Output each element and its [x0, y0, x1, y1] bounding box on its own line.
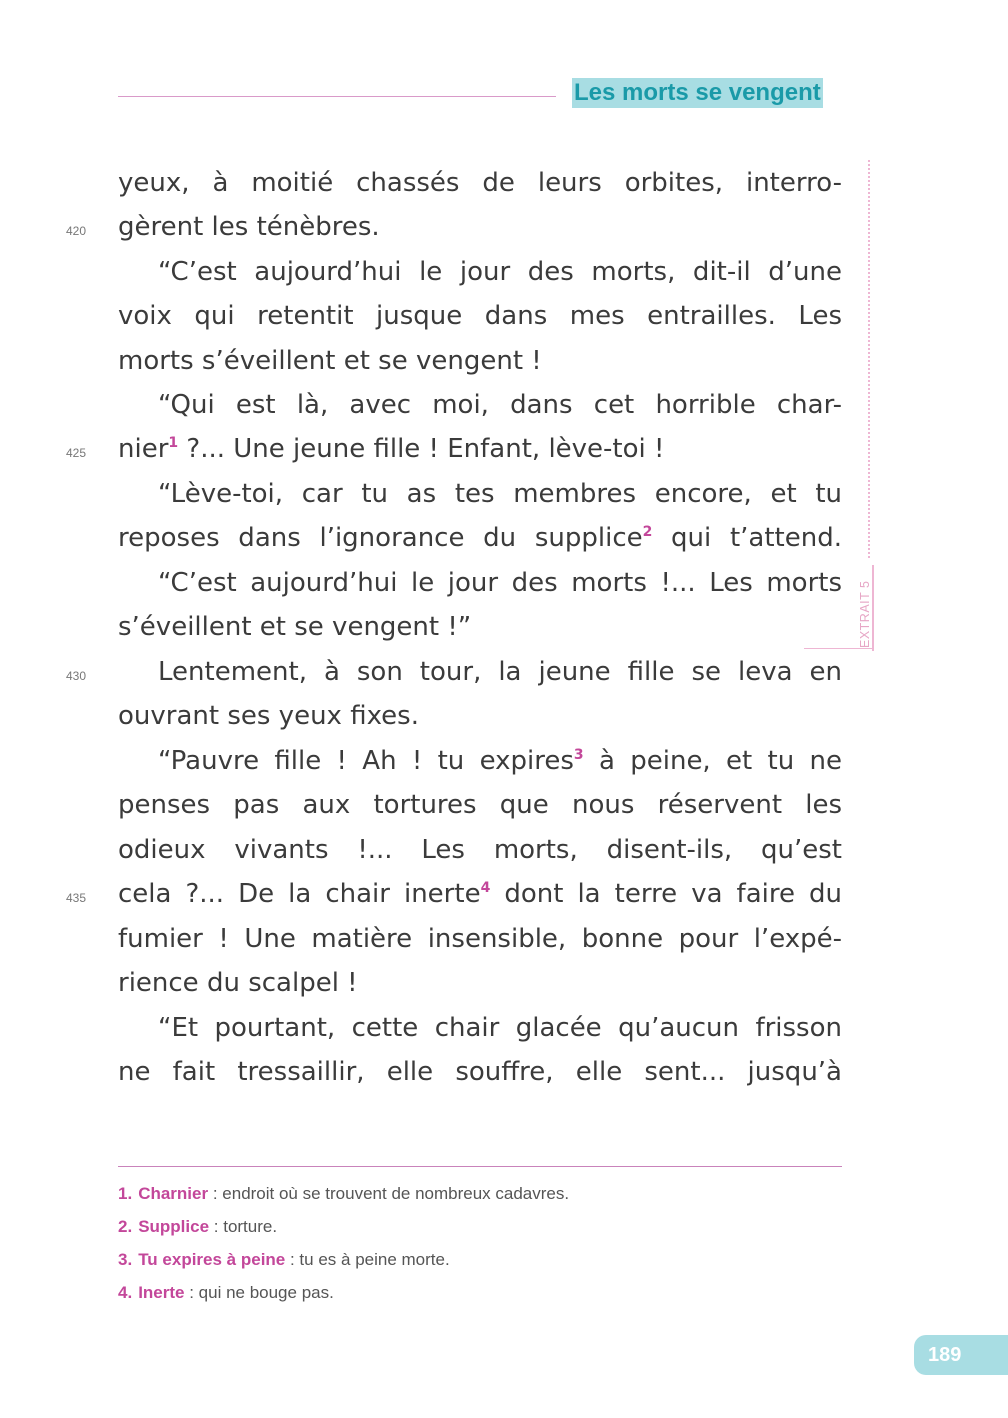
text-line: odieux vivants !... Les morts, disent-ils, qu’est: [118, 835, 842, 865]
text-line: “C’est aujourd’hui le jour des morts !... Les morts: [158, 568, 842, 598]
text-line: Lentement, à son tour, la jeune fille se leva en: [158, 657, 842, 687]
text-line: [118, 516, 842, 560]
footnote-definition: : tu es à peine morte.: [285, 1250, 450, 1269]
footnote-definition: : qui ne bouge pas.: [184, 1283, 334, 1302]
text-line: “C’est aujourd’hui le jour des morts, dit-il d’une: [158, 257, 842, 287]
footnote-number: 3.: [118, 1250, 133, 1269]
footnote-term: Charnier: [138, 1184, 209, 1203]
text-fragment: cela ?... De la chair inerte: [118, 879, 481, 909]
text-line: “Et pourtant, cette chair glacée qu’aucun frisson: [158, 1013, 842, 1043]
footnote-number: 2.: [118, 1217, 133, 1236]
text-line: fumier ! Une matière insensible, bonne pour l’expé-: [118, 924, 842, 954]
chapter-title: Les morts se vengent: [574, 79, 821, 106]
text-line: s’éveillent et se vengent !”: [118, 612, 472, 642]
text-line: gèrent les ténèbres.: [118, 212, 380, 242]
footnote-term: Inerte: [138, 1283, 185, 1302]
text-fragment: à peine, et tu ne: [583, 746, 842, 776]
text-fragment: “Pauvre fille ! Ah ! tu expires: [158, 746, 574, 776]
footnote-mark-4: 4: [480, 880, 491, 896]
extract-label: EXTRAIT 5: [858, 580, 872, 648]
text-line: [118, 872, 842, 916]
text-line: “Lève-toi, car tu as tes membres encore, et tu: [158, 479, 842, 509]
footnote: [118, 1248, 842, 1272]
footnote-number: 1.: [118, 1184, 133, 1203]
footnote: [118, 1281, 842, 1305]
text-line: morts s’éveillent et se vengent !: [118, 346, 542, 376]
side-dotted-rule: [868, 160, 870, 558]
text-line: penses pas aux tortures que nous réservent les: [118, 790, 842, 820]
footnote: [118, 1215, 842, 1239]
text-fragment: ?... Une jeune fille ! Enfant, lève-toi !: [178, 434, 665, 464]
text-line: “Qui est là, avec moi, dans cet horrible char-: [158, 390, 842, 420]
line-number: 430: [66, 669, 87, 683]
footnote-term: Supplice: [138, 1217, 210, 1236]
line-number: 435: [66, 891, 87, 905]
header-rule: [118, 96, 556, 97]
footnote-mark-2: 2: [642, 524, 653, 540]
text-fragment: qui t’attend.: [652, 523, 842, 553]
line-number: 425: [66, 446, 87, 460]
text-fragment: nier: [118, 434, 169, 464]
footnote-mark-3: 3: [573, 747, 584, 763]
footnote-mark-1: 1: [168, 435, 179, 451]
text-line: [118, 427, 842, 471]
text-line: ne fait tressaillir, elle souffre, elle sent... jusqu’à: [118, 1057, 842, 1087]
page-number: 189: [914, 1335, 1008, 1375]
footnotes-rule: [118, 1166, 842, 1167]
footnote-definition: : endroit où se trouvent de nombreux cadavres.: [208, 1184, 570, 1203]
side-tab-bar: [872, 565, 874, 651]
text-line: [118, 739, 842, 783]
footnote-definition: : torture.: [209, 1217, 278, 1236]
text-line: voix qui retentit jusque dans mes entrailles. Les: [118, 301, 842, 331]
footnote-term: Tu expires à peine: [138, 1250, 286, 1269]
text-line: ouvrant ses yeux fixes.: [118, 701, 419, 731]
text-fragment: dont la terre va faire du: [490, 879, 842, 909]
footnote-number: 4.: [118, 1283, 133, 1302]
text-line: yeux, à moitié chassés de leurs orbites, interro-: [118, 168, 842, 198]
footnote: [118, 1182, 842, 1206]
line-number: 420: [66, 224, 87, 238]
text-fragment: reposes dans l’ignorance du supplice: [118, 523, 643, 553]
text-line: rience du scalpel !: [118, 968, 358, 998]
